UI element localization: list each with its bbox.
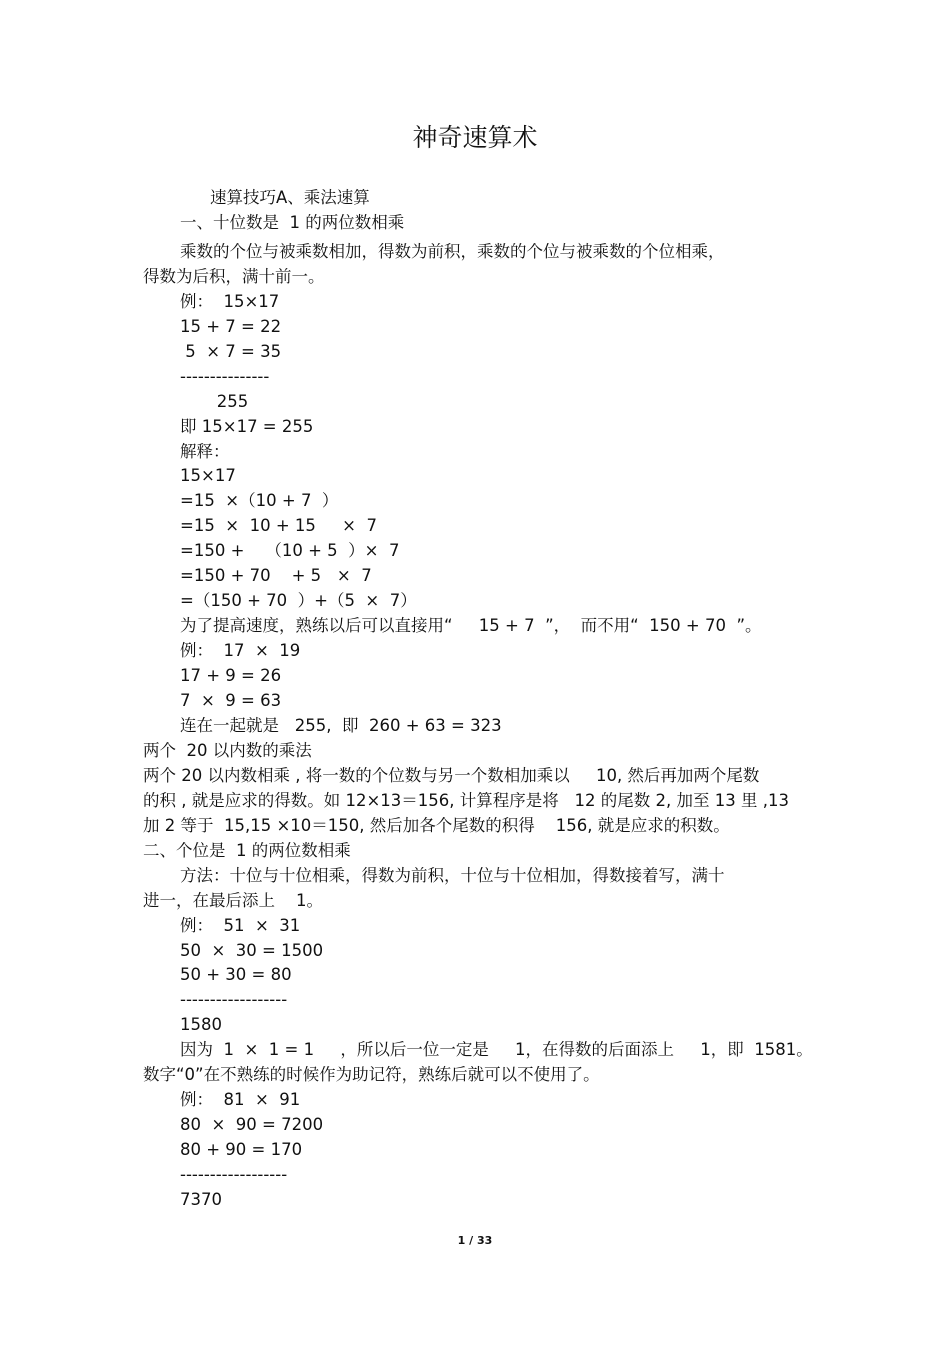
text-line: 两个 20 以内数相乘 , 将一数的个位数与另一个数相加乘以 10, 然后再加两个尾数: [143, 766, 760, 785]
document-title: 神奇速算术: [412, 123, 538, 152]
text-line: 50 + 30 = 80: [180, 965, 292, 984]
text-line: 得数为后积，满十前一。: [143, 267, 325, 286]
text-line: 15 + 7 = 22: [180, 317, 282, 336]
text-line: 例： 51 × 31: [180, 916, 301, 935]
text-line: =150 + 70 + 5 × 7: [180, 566, 372, 585]
text-line: 乘数的个位与被乘数相加，得数为前积，乘数的个位与被乘数的个位相乘，: [180, 242, 725, 261]
text-line: 即 15×17 = 255: [180, 417, 314, 436]
page-number: 1 / 33: [457, 1234, 493, 1247]
text-line: 15×17: [180, 466, 236, 485]
text-line: 255: [180, 392, 249, 411]
text-line: 数字“0”在不熟练的时候作为助记符，熟练后就可以不使用了。: [143, 1065, 600, 1084]
text-line: 进一，在最后添上 1。: [143, 891, 323, 910]
text-line: 速算技巧A、乘法速算: [210, 188, 370, 207]
text-line: =15 × 10 + 15 × 7: [180, 516, 377, 535]
text-line: 50 × 30 = 1500: [180, 941, 324, 960]
text-line: 7 × 9 = 63: [180, 691, 282, 710]
text-line: 17 + 9 = 26: [180, 666, 282, 685]
text-line: 一、十位数是 1 的两位数相乘: [180, 213, 405, 232]
text-line: =15 ×（10 + 7 ）: [180, 491, 339, 510]
text-line: 例： 81 × 91: [180, 1090, 301, 1109]
text-line: 因为 1 × 1 = 1 ，所以后一位一定是 1，在得数的后面添上 1，即 1581。: [180, 1040, 813, 1059]
text-line: 两个 20 以内数的乘法: [143, 741, 312, 760]
text-line: ------------------: [180, 990, 288, 1009]
text-line: 例： 17 × 19: [180, 641, 301, 660]
text-line: 的积 , 就是应求的得数。如 12×13＝156, 计算程序是将 12 的尾数 2, 加至 13 里 ,13: [143, 791, 789, 810]
text-line: 7370: [180, 1190, 222, 1209]
text-line: =150 + （10 + 5 ）× 7: [180, 541, 400, 560]
text-line: 连在一起就是 255, 即 260 + 63 = 323: [180, 716, 502, 735]
text-line: 例： 15×17: [180, 292, 280, 311]
text-line: =（150 + 70 ）+（5 × 7）: [180, 591, 417, 610]
text-line: 方法：十位与十位相乘，得数为前积，十位与十位相加，得数接着写，满十: [180, 866, 725, 885]
text-line: 1580: [180, 1015, 222, 1034]
text-line: 为了提高速度，熟练以后可以直接用“ 15 + 7 ”， 而不用“ 150 + 70 ”。: [180, 616, 762, 635]
text-line: 解释：: [180, 442, 230, 461]
text-line: 80 + 90 = 170: [180, 1140, 303, 1159]
text-line: 80 × 90 = 7200: [180, 1115, 324, 1134]
text-line: 5 × 7 = 35: [180, 342, 282, 361]
text-line: 二、个位是 1 的两位数相乘: [143, 841, 351, 860]
text-line: 加 2 等于 15,15 ×10＝150, 然后加各个尾数的积得 156, 就是应求的积数。: [143, 816, 730, 835]
text-line: ------------------: [180, 1165, 288, 1184]
text-line: ---------------: [180, 367, 270, 386]
